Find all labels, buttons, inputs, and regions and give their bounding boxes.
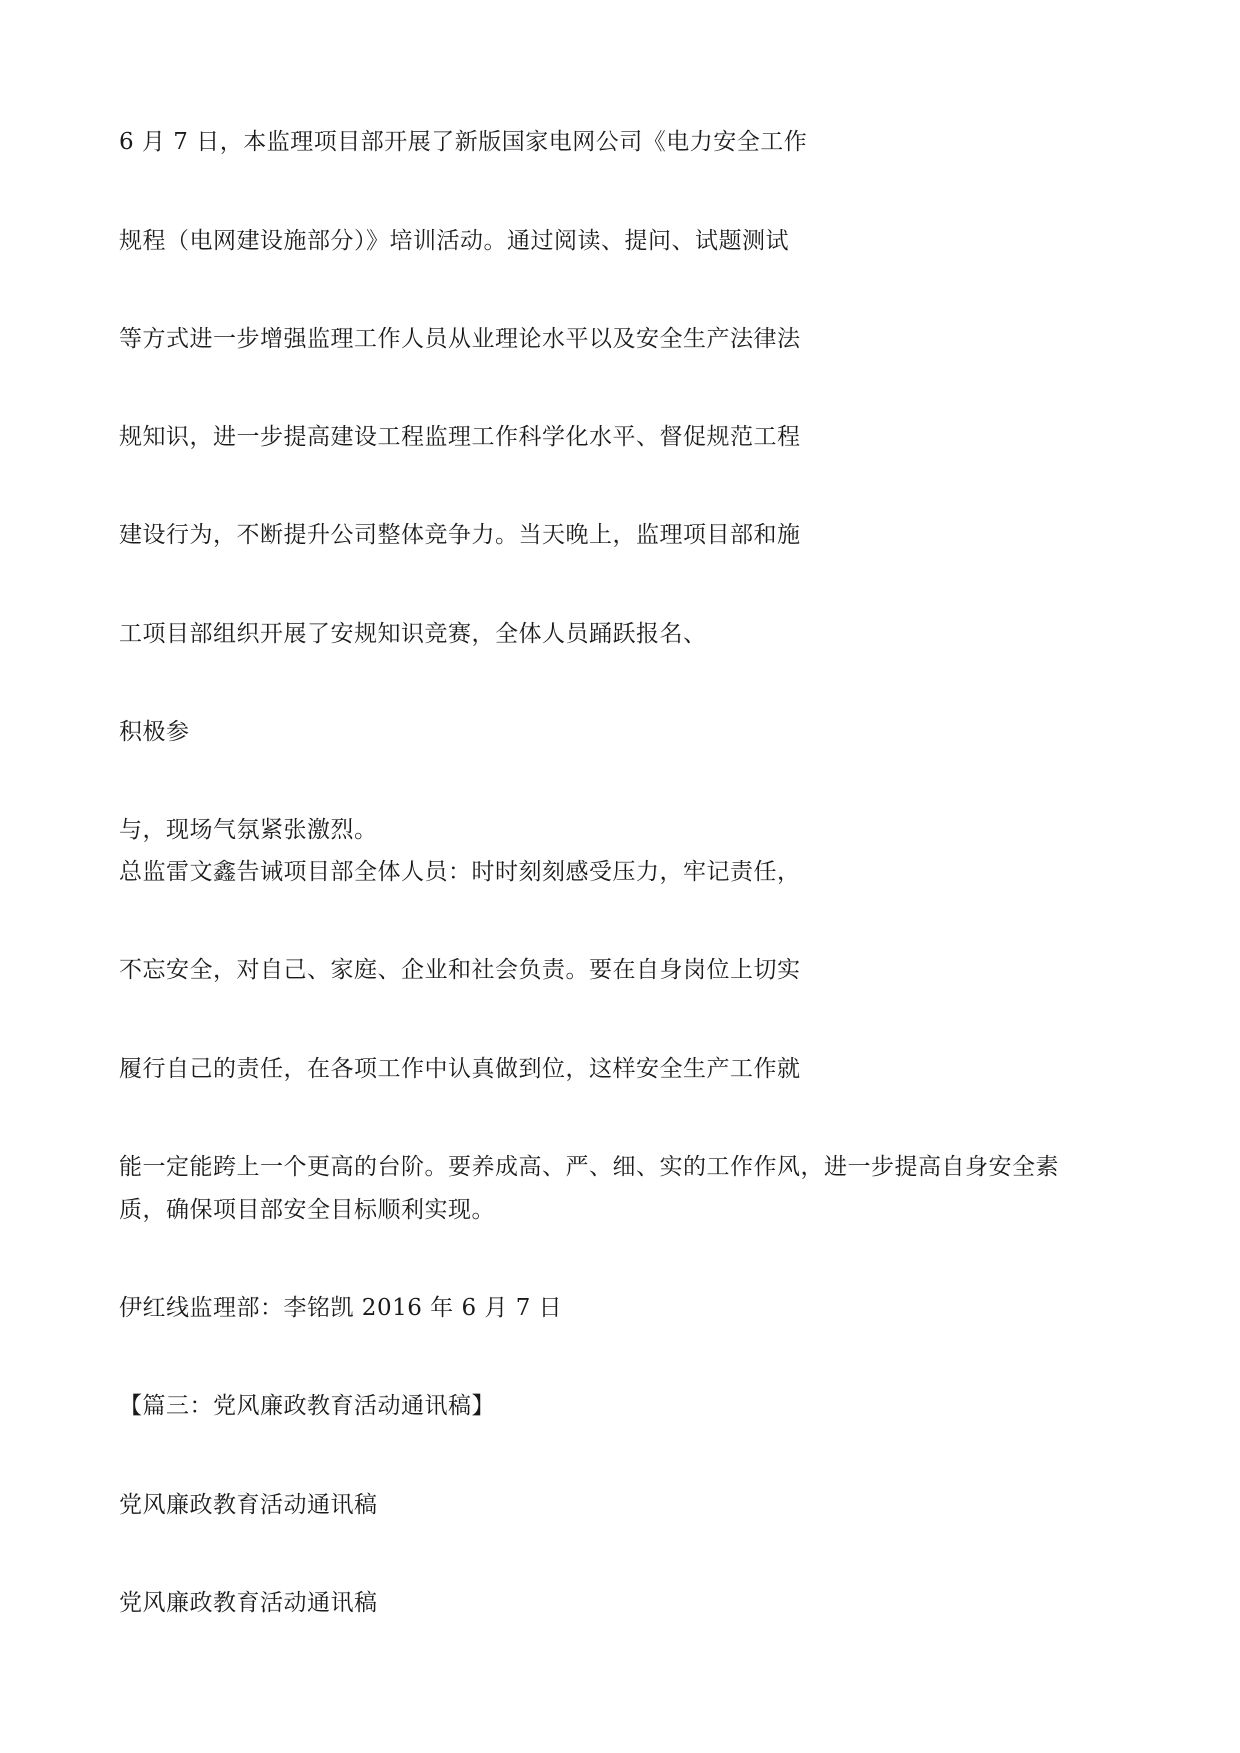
paragraph-line: 总监雷文鑫告诫项目部全体人员：时时刻刻感受压力，牢记责任，: [119, 859, 801, 885]
article-title: 党风廉政教育活动通讯稿: [119, 1492, 378, 1518]
paragraph-line: 6 月 7 日，本监理项目部开展了新版国家电网公司《电力安全工作: [119, 129, 808, 155]
paragraph-line: 履行自己的责任，在各项工作中认真做到位，这样安全生产工作就: [119, 1056, 801, 1082]
paragraph-line: 能一定能跨上一个更高的台阶。要养成高、严、细、实的工作作风，进一步提高自身安全素: [119, 1154, 1059, 1180]
paragraph-line: 质，确保项目部安全目标顺利实现。: [119, 1197, 495, 1223]
paragraph-line: 不忘安全，对自己、家庭、企业和社会负责。要在自身岗位上切实: [119, 957, 801, 983]
signature-line: 伊红线监理部：李铭凯 2016 年 6 月 7 日: [119, 1295, 563, 1321]
paragraph-line: 建设行为，不断提升公司整体竞争力。当天晚上，监理项目部和施: [119, 522, 801, 548]
paragraph-line: 规程（电网建设施部分）》培训活动。通过阅读、提问、试题测试: [119, 228, 789, 254]
paragraph-line: 等方式进一步增强监理工作人员从业理论水平以及安全生产法律法: [119, 326, 801, 352]
paragraph-line: 积极参: [119, 719, 190, 745]
article-title: 党风廉政教育活动通讯稿: [119, 1590, 378, 1616]
paragraph-line: 规知识，进一步提高建设工程监理工作科学化水平、督促规范工程: [119, 424, 801, 450]
paragraph-line: 与，现场气氛紧张激烈。: [119, 817, 378, 843]
paragraph-line: 工项目部组织开展了安规知识竞赛，全体人员踊跃报名、: [119, 621, 707, 647]
section-heading: 【篇三：党风廉政教育活动通讯稿】: [119, 1393, 495, 1419]
